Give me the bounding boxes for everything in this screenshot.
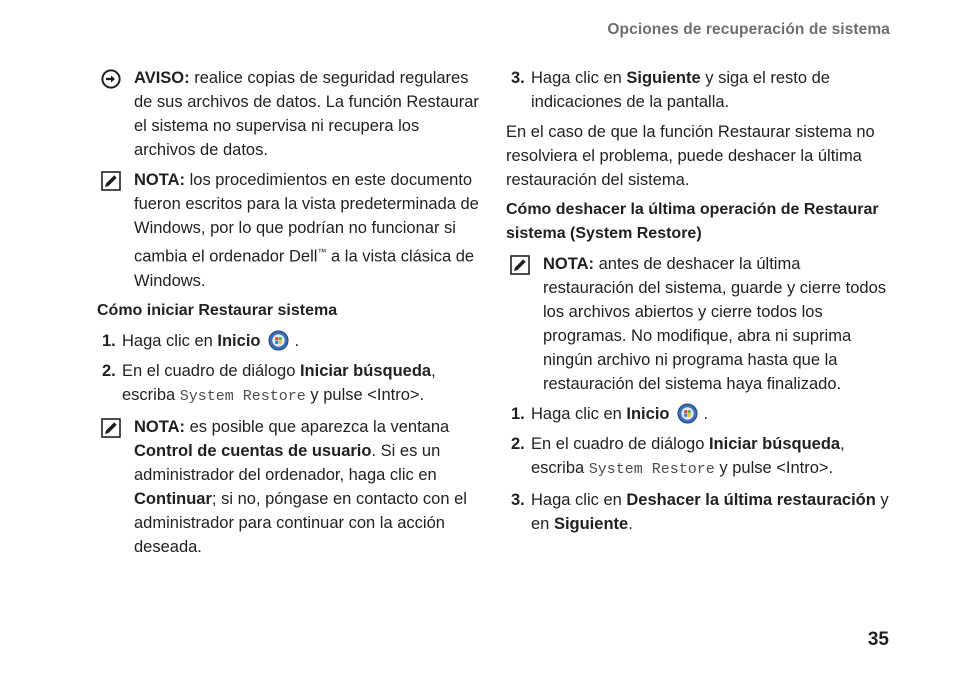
notice-text: AVISO: realice copias de seguridad regulares de sus archivos de datos. La función Restaurar el sistema no supervisa ni recupera los archivos de datos. [134,69,479,159]
step-number: 3. [511,491,525,509]
running-header: Opciones de recuperación de sistema [607,21,890,38]
command-text: System Restore [179,387,306,405]
command-text: System Restore [588,461,715,478]
note-3 [506,252,891,396]
step-item: 1. Haga clic en Inicio . [506,402,891,426]
step-number: 2. [511,435,525,453]
note-3-text: NOTA: antes de deshacer la última restauración del sistema, guarde y cierre todos los archivos abiertos y cierre todos los programas. No modifique, abra ni suprima ningún archivo ni programa hasta que la restauración del sistema haya finalizado. [543,255,887,393]
windows-start-orb-icon [268,330,289,351]
section-heading-start-restore: Cómo iniciar Restaurar sistema [97,301,338,319]
step-item: 1. Haga clic en Inicio . [97,329,482,353]
windows-start-orb-icon [677,403,698,424]
note-2-text: NOTA: es posible que aparezca la ventana Control de cuentas de usuario. Si es un administrador del ordenador, haga clic en Continuar; si no, póngase en contacto con el administrador para continuar con la acción deseada. [134,417,467,556]
note-1-text: NOTA: los procedimientos en este documento fueron escritos para la vista predeterminada de Windows, por lo que podrían no funcionar si cambia el ordenador Dell™ a la vista clásica de Windows. [134,171,479,290]
notice-aviso [97,66,482,162]
right-column [506,66,891,542]
step-number: 2. [102,361,116,380]
step-number: 1. [102,331,116,350]
section-heading-undo-restore: Cómo deshacer la última operación de Restaurar sistema (System Restore) [506,201,879,242]
warning-circle-icon [101,69,121,89]
step-number: 3. [511,69,525,87]
pencil-note-icon [510,255,530,275]
step-number: 1. [511,405,525,423]
notice-label: AVISO: [134,69,190,87]
left-column [97,66,482,565]
step-item: 2. En el cuadro de diálogo Iniciar búsqueda, escriba System Restore y pulse <Intro>. [506,432,891,482]
note-1 [97,168,482,293]
pencil-note-icon [101,171,121,191]
note-2 [97,415,482,559]
page-number: 35 [867,629,889,650]
pencil-note-icon [101,418,121,438]
body-paragraph: En el caso de que la función Restaurar sistema no resolviera el problema, puede deshacer la última restauración del sistema. [506,123,875,189]
step-item: 2. En el cuadro de diálogo Iniciar búsqueda, escriba System Restore y pulse <Intro>. [97,359,482,409]
step-item: 3. Haga clic en Deshacer la última restauración y en Siguiente. [506,488,891,536]
step-item: 3. Haga clic en Siguiente y siga el resto de indicaciones de la pantalla. [506,66,891,114]
